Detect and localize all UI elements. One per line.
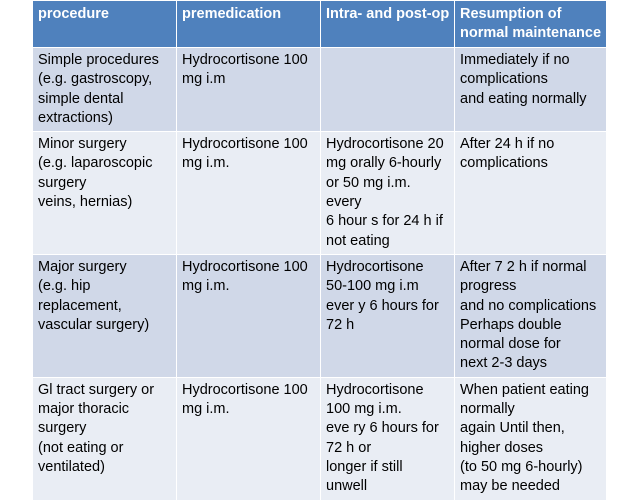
cell-premedication: Hydrocortisone 100 mg i.m. (177, 132, 321, 255)
header-premedication: premedication (177, 1, 321, 48)
cell-premedication: Hydrocortisone 100 mg i.m. (177, 254, 321, 377)
cell-resumption: Immediately if no complications and eating normally (455, 48, 607, 132)
cell-intra-post-op: Hydrocortisone 50-100 mg i.m ever y 6 hours for 72 h (321, 254, 455, 377)
cell-procedure: Gl tract surgery or major thoracic surgery (not eating or ventilated) (33, 377, 177, 500)
cell-procedure: Major surgery (e.g. hip replacement, vascular surgery) (33, 254, 177, 377)
cell-premedication: Hydrocortisone 100 mg i.m. (177, 377, 321, 500)
header-row (33, 1, 607, 48)
table-row (33, 254, 607, 377)
table-row (33, 48, 607, 132)
cell-resumption: After 7 2 h if normal progress and no complications Perhaps double normal dose for next 2-3 days (455, 254, 607, 377)
cell-premedication: Hydrocortisone 100 mg i.m (177, 48, 321, 132)
cell-procedure: Minor surgery (e.g. laparoscopic surgery veins, hernias) (33, 132, 177, 255)
table-row (33, 377, 607, 500)
steroid-cover-table (32, 0, 607, 501)
cell-intra-post-op (321, 48, 455, 132)
header-procedure: procedure (33, 1, 177, 48)
cell-resumption: When patient eating normally again Until then, higher doses (to 50 mg 6-hourly) may be needed (455, 377, 607, 500)
header-resumption: Resumption of normal maintenance (455, 1, 607, 48)
cell-resumption: After 24 h if no complications (455, 132, 607, 255)
header-intra-post-op: Intra- and post-op (321, 1, 455, 48)
cell-procedure: Simple procedures (e.g. gastroscopy, simple dental extractions) (33, 48, 177, 132)
cell-intra-post-op: Hydrocortisone 20 mg orally 6-hourly or 50 mg i.m. every 6 hour s for 24 h if not eating (321, 132, 455, 255)
cell-intra-post-op: Hydrocortisone 100 mg i.m. eve ry 6 hours for 72 h or longer if still unwell (321, 377, 455, 500)
table-row (33, 132, 607, 255)
